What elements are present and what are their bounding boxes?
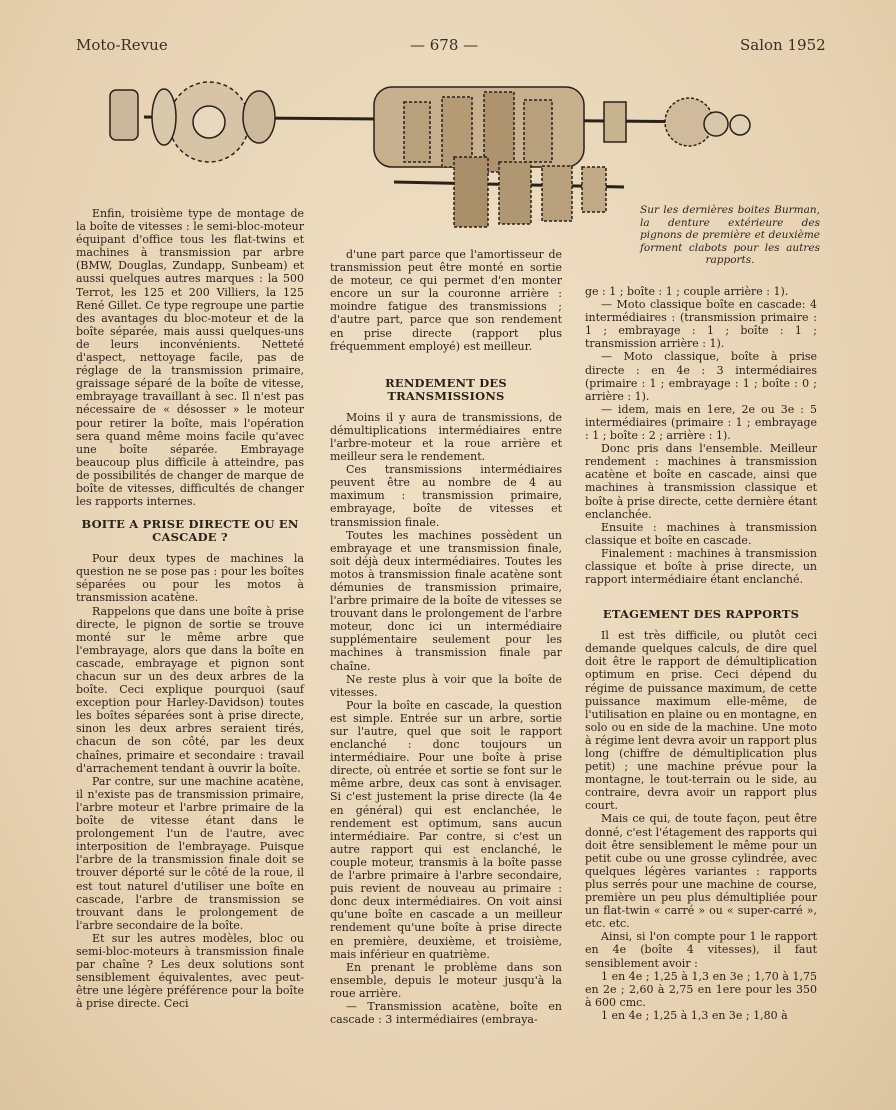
section-heading: BOITE A PRISE DIRECTE OU EN CASCADE ? [81, 517, 299, 545]
paragraph: Pour la boîte en cascade, la question est simple. Entrée sur un arbre, sortie sur l'autre, quel que soit le rapport enclanché : donc toujours un intermédiaire. Pour une boîte à prise directe, où entrée et sortie se font sur le même arbre, deux cas sont à envisager. Si c'est justement la prise directe (la 4e en général) qui est enclanchée, le rendement est optimum, sans aucun intermédiaire. Par contre, si c'est un autre rapport qui est enclanché, le couple moteur, transmis à la boîte passe de l'arbre primaire à l'arbre secondaire, puis revient de nouveau au primaire : donc deux intermédiaires. On voit ainsi qu'une boîte en cascade a un meilleur rendement qu'une boîte à prise directe en première, deuxième, et troisième, mais inférieur en quatrième. [330, 698, 562, 961]
issue-title: Salon 1952 [740, 36, 826, 54]
paragraph: Finalement : machines à transmission classique et boîte à prise directe, un rapport intermédiaire étant enclanché. [585, 546, 817, 587]
paragraph: Il est très difficile, ou plutôt ceci demande quelques calculs, de dire quel doit être le rapport de démultiplication optimum en prise. Ceci dépend du régime de puissance maximum, de cette puissance maximum elle-même, de l'utilisation en plaine ou en montagne, en solo ou en side de la machine. Une moto à régime lent devra avoir un rapport plus long (chiffre de démultiplication plus petit) ; une machine prévue pour la montagne, le tout-terrain ou le side, au contraire, devra avoir un rapport plus court. [585, 629, 817, 813]
paragraph: — Moto classique, boîte à prise directe : en 4e : 3 intermédiaires (primaire : 1 ; embrayage : 1 ; boîte : 0 ; arrière : 1). [585, 350, 817, 403]
magazine-title: Moto-Revue [76, 36, 168, 54]
figure-caption: Sur les dernières boites Burman, la denture extérieure des pignons de première et deuxième forment clabots pour les autres rapports. [640, 204, 820, 267]
washer [152, 89, 176, 145]
paragraph: Donc pris dans l'ensemble. Meilleur rendement : machines à transmission acatène et boîte en cascade, ainsi que machines à transmission classique et boîte à prise directe, cette dernière étant enclanchée. [585, 442, 817, 521]
paragraph: Pour deux types de machines la question ne se pose pas : pour les boîtes séparées ou pour les motos à transmission acatène. [76, 552, 304, 605]
paragraph: 1 en 4e ; 1,25 à 1,3 en 3e ; 1,80 à [601, 1008, 788, 1022]
bearing [243, 91, 275, 143]
nut [110, 90, 138, 140]
paragraph: ge : 1 ; boîte : 1 ; couple arrière : 1). [585, 285, 789, 298]
paragraph: En prenant le problème dans son ensemble, depuis le moteur jusqu'à la roue arrière. [330, 960, 562, 1000]
section-heading: ETAGEMENT DES RAPPORTS [602, 607, 800, 622]
paragraph: Mais ce qui, de toute façon, peut être donné, c'est l'étagement des rapports qui doit être sensiblement le même pour un petit cube ou une grosse cylindrée, avec quelques légères variantes : rapports plus serrés pour une machine de course, première un peu plus démultipliée pour un flat-twin « carré » ou « super-carré », etc. etc. [585, 812, 817, 931]
paragraph: Par contre, sur une machine acatène, il n'existe pas de transmission primaire, l'arbre moteur et l'arbre primaire de la boîte de vitesse étant dans le prolongement l'un de l'autre, avec interposition de l'embrayage. Puisque l'arbre de la transmission finale doit se trouver déporté sur le côté de la roue, il est tout naturel d'utiliser une boîte en cascade, l'arbre de transmission se trouvant dans le prolongement de l'arbre secondaire de la boîte. [76, 774, 304, 932]
paragraph: Ainsi, si l'on compte pour 1 le rapport en 4e (boîte 4 vitesses), il faut sensiblement avoir : [585, 930, 817, 970]
page-number: — 678 — [410, 36, 479, 54]
column-2 [330, 248, 562, 1026]
paragraph: — Moto classique boîte en cascade: 4 intermédiaires : (transmission primaire : 1 ; embrayage : 1 ; boîte : 1 ; transmission arrière : 1). [585, 298, 817, 351]
paragraph: Ensuite : machines à transmission classique et boîte en cascade. [585, 520, 817, 547]
column-1 [76, 207, 304, 1010]
paragraph: Et sur les autres modèles, bloc ou semi-bloc-moteurs à transmission finale par chaîne ? Les deux solutions sont sensiblement équivalentes, avec peut-être une légère préférence pour la boîte à prise directe. Ceci [76, 931, 304, 1011]
paragraph: 1 en 4e ; 1,25 à 1,3 en 3e ; 1,70 à 1,75 en 2e ; 2,60 à 2,75 en 1ere pour les 350 à 600 cmc. [585, 969, 817, 1009]
paragraph: — idem, mais en 1ere, 2e ou 3e : 5 intermédiaires (primaire : 1 ; embrayage : 1 ; boîte : 2 ; arrière : 1). [585, 402, 817, 443]
paragraph: Ne reste plus à voir que la boîte de vitesses. [330, 672, 562, 699]
column-3 [585, 285, 817, 1022]
paragraph: d'une part parce que l'amortisseur de transmission peut être monté en sortie de moteur, ce qui permet d'en monter encore un sur la couronne arrière : moindre fatigue des transmissions ; d'autre part, parce que son rendement en prise directe (rapport plus fréquemment employé) est meilleur. [330, 248, 562, 353]
paragraph: — Transmission acatène, boîte en cascade : 3 intermédiaires (embraya- [330, 999, 562, 1027]
paragraph: Ces transmissions intermédiaires peuvent être au nombre de 4 au maximum : transmission primaire, embrayage, boîte de vitesses et transmission finale. [330, 463, 562, 529]
paragraph: Toutes les machines possèdent un embrayage et une transmission finale, soit déjà deux intermédiaires. Toutes les motos à transmission finale acatène sont démunies de transmission primaire, l'arbre primaire de la boîte de vitesses se trouvant dans le prolongement de l'arbre moteur, donc ici un intermédiaire supplémentaire seulement pour les machines à transmission finale par chaîne. [330, 528, 562, 673]
paragraph: Rappelons que dans une boîte à prise directe, le pignon de sortie se trouve monté sur le même arbre que l'embrayage, alors que dans la boîte en cascade, embrayage et pignon sont chacun sur un des deux arbres de la boîte. Ceci explique pourquoi (sauf exception pour Harley-Davidson) toutes les boîtes séparées sont à prise directe, sinon les deux arbres seraient tirés, chacun de son côté, par les deux chaînes, primaire et secondaire : travail d'arrachement tendant à ouvrir la boîte. [76, 604, 304, 775]
section-heading: RENDEMENT DES TRANSMISSIONS [385, 375, 507, 403]
paragraph: Enfin, troisième type de montage de la boîte de vitesses : le semi-bloc-moteur équipant d'office tous les flat-twins et machines à transmission par arbre (BMW, Douglas, Zundapp, Sunbeam) et aussi quelques autres marques : la 500 Terrot, les 125 et 200 Villiers, la 125 René Gillet. Ce type regroupe une partie des avantages du bloc-moteur et de la boîte séparée, mais aussi quelques-uns de leurs inconvénients. Netteté d'aspect, nettoyage facile, pas de réglage de la transmission primaire, graissage séparé de la boîte de vitesse, embrayage travaillant à sec. Il n'est pas nécessaire de « désosser » le moteur pour retirer la boîte, mais l'opération sera quand même moins facile qu'avec une boîte séparée. Embrayage beaucoup plus difficile à atteindre, pas de possibilités de changer de marque de boîte de vitesses, difficultés de changer les rapports internes. [76, 207, 304, 509]
paragraph: Moins il y aura de transmissions, de démultiplications intermédiaires entre l'arbre-moteur et la roue arrière et meilleur sera le rendement. [330, 410, 562, 464]
